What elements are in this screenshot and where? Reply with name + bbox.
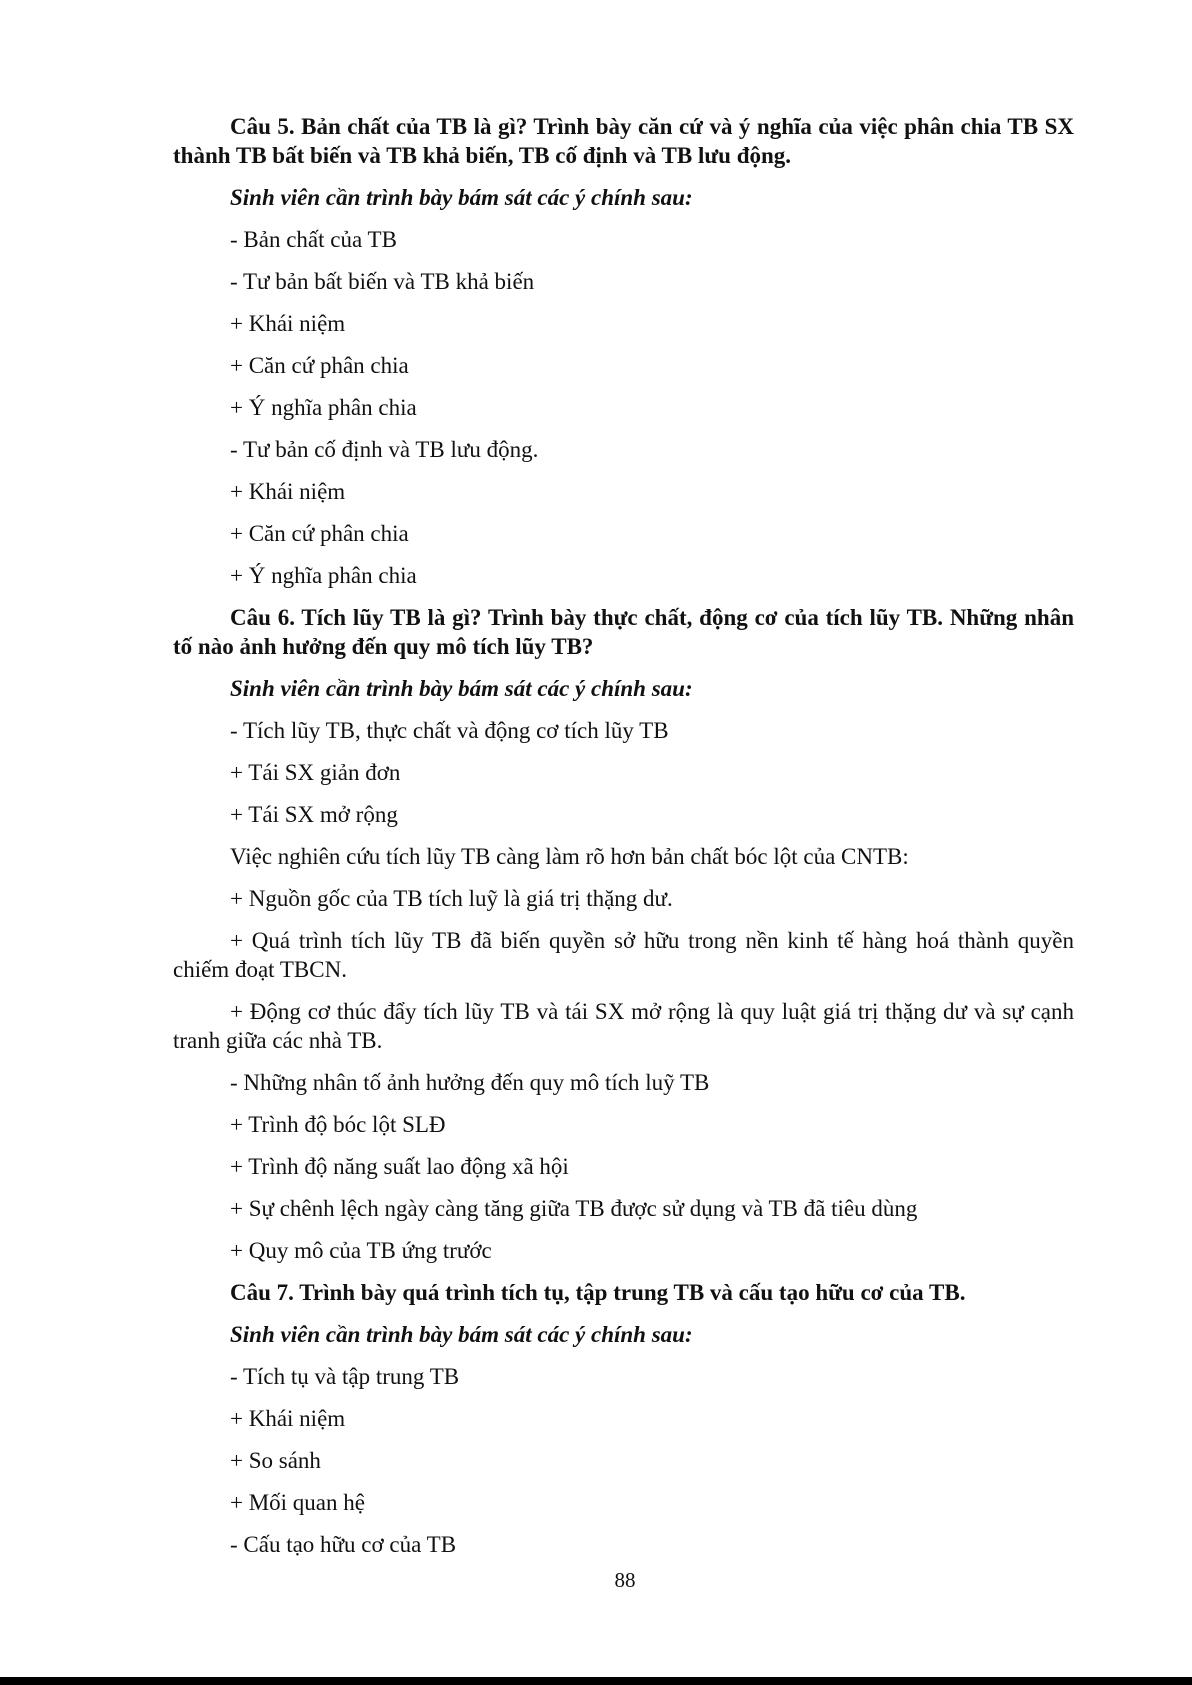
- list-item: Việc nghiên cứu tích lũy TB càng làm rõ hơn bản chất bóc lột của CNTB:: [230, 844, 909, 869]
- page-bottom-border: [0, 1677, 1192, 1685]
- list-item: + Tái SX mở rộng: [230, 802, 398, 827]
- question-7-title: Câu 7. Trình bày quá trình tích tụ, tập trung TB và cấu tạo hữu cơ của TB.: [230, 1280, 966, 1305]
- list-item: + Ý nghĩa phân chia: [230, 395, 417, 420]
- list-item: + Trình độ năng suất lao động xã hội: [230, 1154, 569, 1179]
- question-5-title: Câu 5. Bản chất của TB là gì? Trình bày căn cứ và ý nghĩa của việc phân chia TB SX thành TB bất biến và TB khả biến, TB cố định và TB lưu động.: [173, 114, 1074, 168]
- list-item: - Cấu tạo hữu cơ của TB: [230, 1532, 457, 1557]
- list-item: + Căn cứ phân chia: [230, 353, 409, 378]
- list-item: + Sự chênh lệch ngày càng tăng giữa TB được sử dụng và TB đã tiêu dùng: [230, 1196, 918, 1221]
- list-item: - Tư bản bất biến và TB khả biến: [230, 269, 535, 294]
- list-item: + Nguồn gốc của TB tích luỹ là giá trị thặng dư.: [230, 886, 673, 911]
- question-6-title: Câu 6. Tích lũy TB là gì? Trình bày thực chất, động cơ của tích lũy TB. Những nhân tố nào ảnh hưởng đến quy mô tích lũy TB?: [173, 605, 1074, 659]
- list-item: + Khái niệm: [230, 479, 346, 504]
- list-item: + Tái SX giản đơn: [230, 760, 401, 785]
- list-item: + So sánh: [230, 1448, 321, 1473]
- list-item: - Tích lũy TB, thực chất và động cơ tích lũy TB: [230, 718, 669, 743]
- list-item: - Tư bản cố định và TB lưu động.: [230, 437, 539, 462]
- list-item: + Ý nghĩa phân chia: [230, 563, 417, 588]
- question-7-guide: Sinh viên cần trình bày bám sát các ý chính sau:: [230, 1322, 693, 1347]
- list-item: + Khái niệm: [230, 1406, 346, 1431]
- list-item: - Những nhân tố ảnh hưởng đến quy mô tích luỹ TB: [230, 1070, 710, 1095]
- list-item: + Quy mô của TB ứng trước: [230, 1238, 492, 1263]
- list-item: + Động cơ thúc đẩy tích lũy TB và tái SX mở rộng là quy luật giá trị thặng dư và sự cạnh tranh giữa các nhà TB.: [173, 999, 1074, 1053]
- list-item: - Tích tụ và tập trung TB: [230, 1364, 460, 1389]
- list-item: - Bản chất của TB: [230, 227, 397, 252]
- list-item: + Khái niệm: [230, 311, 346, 336]
- list-item: + Trình độ bóc lột SLĐ: [230, 1112, 446, 1137]
- document-page: [173, 112, 1074, 1572]
- question-5-guide: Sinh viên cần trình bày bám sát các ý chính sau:: [230, 185, 693, 210]
- list-item: + Căn cứ phân chia: [230, 521, 409, 546]
- page-number: 88: [614, 1568, 636, 1592]
- list-item: + Quá trình tích lũy TB đã biến quyền sở hữu trong nền kinh tế hàng hoá thành quyền chiếm đoạt TBCN.: [173, 928, 1074, 982]
- question-6-guide: Sinh viên cần trình bày bám sát các ý chính sau:: [230, 676, 693, 701]
- list-item: + Mối quan hệ: [230, 1490, 365, 1515]
